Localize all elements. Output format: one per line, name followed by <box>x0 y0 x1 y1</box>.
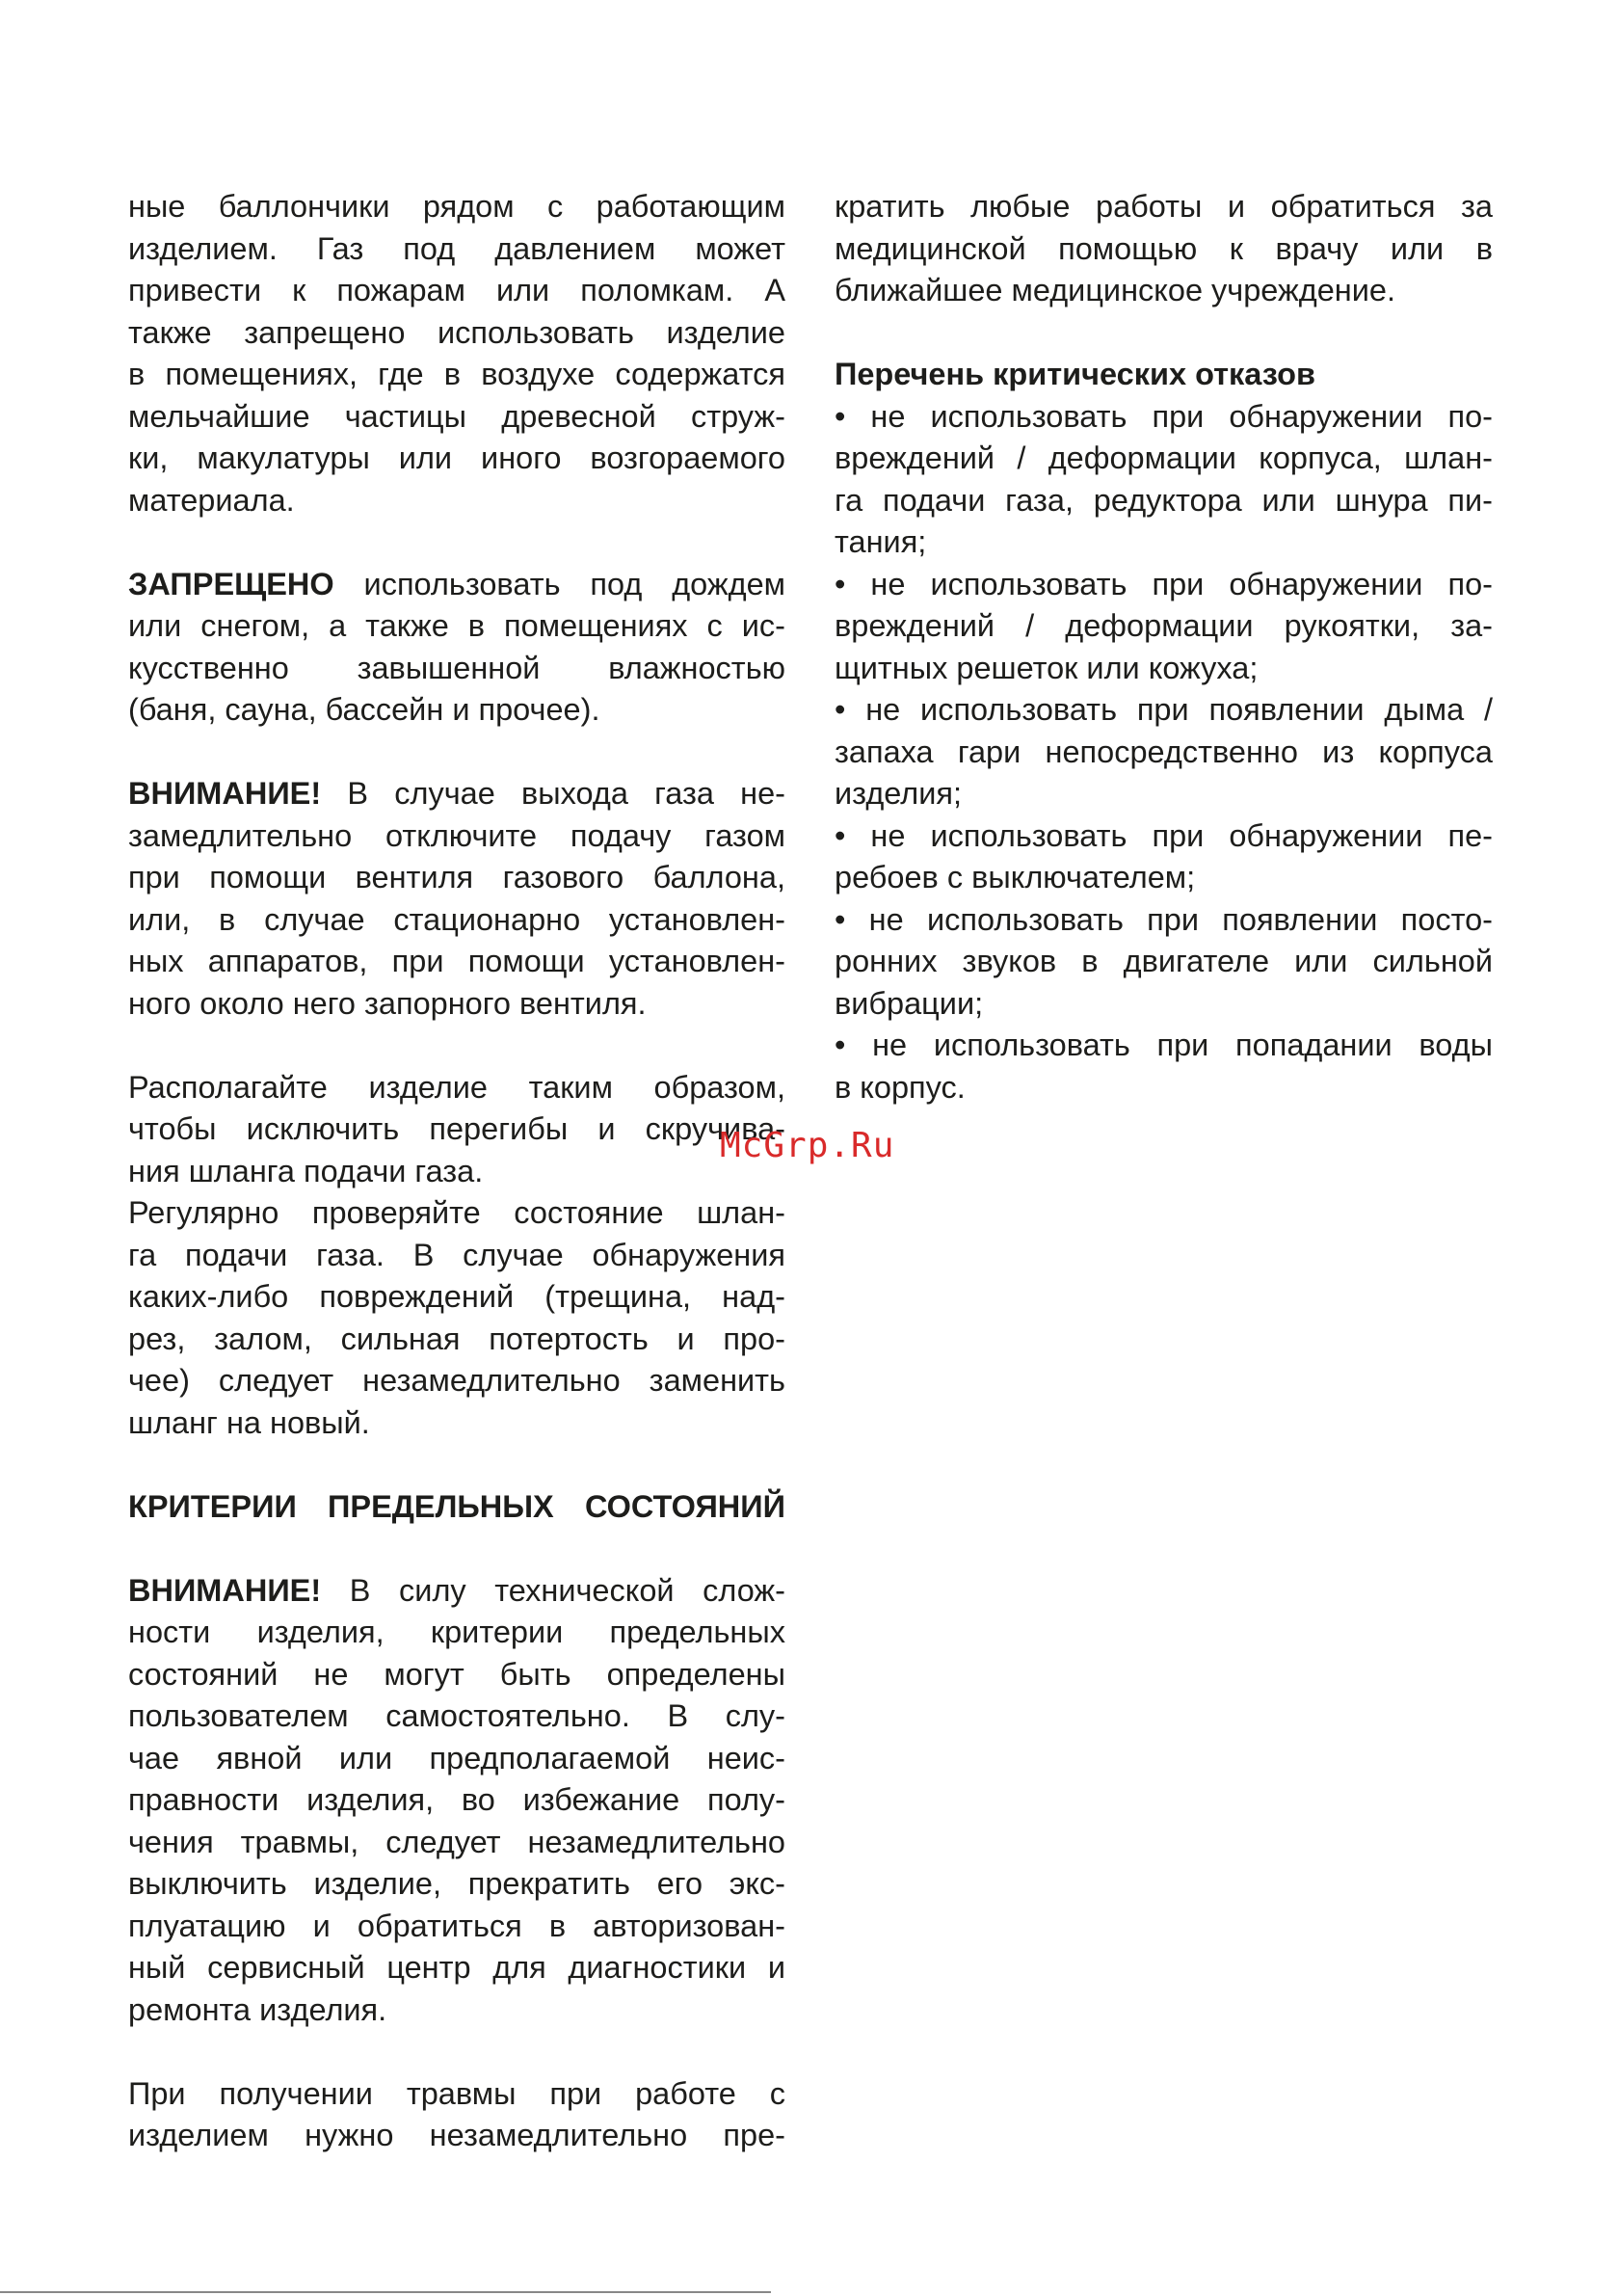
text-line: медицинской помощью к врачу или в <box>835 230 1493 266</box>
text-fragment: В силу технической слож- <box>321 1572 785 1608</box>
text-line: шланг на новый. <box>128 1404 370 1440</box>
text-line: материала. <box>128 482 295 518</box>
text-line: га подачи газа. В случае обнаружения <box>128 1237 785 1272</box>
text-line: в помещениях, где в воздухе содержатся <box>128 357 785 391</box>
text-line: кусственно завышенной влажностью <box>128 650 785 685</box>
text-line: ности изделия, критерии предельных <box>128 1615 785 1649</box>
list-item-line: • не использовать при обнаружении по- <box>835 398 1493 434</box>
text-line: мельчайшие частицы древесной струж- <box>128 398 785 434</box>
list-item-line: щитных решеток или кожуха; <box>835 650 1259 685</box>
text-line: правности изделия, во избежание полу- <box>128 1782 785 1817</box>
text-line: чее) следует незамедлительно заменить <box>128 1363 785 1398</box>
text-line: каких-либо повреждений (трещина, над- <box>128 1279 785 1314</box>
footer-divider <box>0 2291 771 2293</box>
right-column <box>835 186 1493 1108</box>
text-line: ные баллончики рядом с работающим <box>128 189 785 224</box>
list-item-line: вреждений / деформации корпуса, шлан- <box>835 441 1493 475</box>
text-line: Располагайте изделие таким образом, <box>128 1069 785 1105</box>
list-item-line: в корпус. <box>835 1069 966 1105</box>
text-line: выключить изделие, прекратить его экс- <box>128 1866 785 1901</box>
left-column <box>128 186 785 2157</box>
text-line: изделием. Газ под давлением может <box>128 230 785 266</box>
list-item-line: • не использовать при обнаружении по- <box>835 566 1493 601</box>
warning-line <box>128 564 785 606</box>
text-line: или снегом, а также в помещениях с ис- <box>128 608 785 643</box>
text-line: ближайшее медицинское учреждение. <box>835 273 1396 307</box>
attention-label: ВНИМАНИЕ! <box>128 776 322 811</box>
list-item-line: ребоев с выключателем; <box>835 860 1196 894</box>
text-line: (баня, сауна, бассейн и прочее). <box>128 692 600 727</box>
list-item-line: вреждений / деформации рукоятки, за- <box>835 608 1493 643</box>
text-line: ный сервисный центр для диагностики и <box>128 1950 785 1985</box>
text-line: ки, макулатуры или иного возгораемого <box>128 441 785 475</box>
attention-label: ВНИМАНИЕ! <box>128 1572 322 1608</box>
text-line: чения травмы, следует незамедлительно <box>128 1824 785 1859</box>
text-line: также запрещено использовать изделие <box>128 314 785 350</box>
list-item-line: ронних звуков в двигателе или сильной <box>835 944 1493 978</box>
text-line: изделием нужно незамедлительно пре- <box>128 2118 785 2152</box>
text-line: рез, залом, сильная потертость и про- <box>128 1321 785 1356</box>
text-line: замедлительно отключите подачу газом <box>128 817 785 853</box>
list-item-line: • не использовать при попадании воды <box>835 1028 1493 1062</box>
list-item-line: • не использовать при обнаружении пе- <box>835 817 1493 853</box>
text-line: чтобы исключить перегибы и скручива- <box>128 1111 785 1146</box>
text-line: ного около него запорного вентиля. <box>128 985 647 1021</box>
text-line: при помощи вентиля газового баллона, <box>128 860 785 894</box>
text-line: ния шланга подачи газа. <box>128 1153 484 1188</box>
list-item-line: • не использовать при появлении дыма / <box>835 692 1493 727</box>
text-fragment: использовать под дождем <box>333 566 785 601</box>
watermark: McGrp.Ru <box>720 1126 895 1165</box>
text-line: кратить любые работы и обратиться за <box>835 189 1493 224</box>
section-heading: КРИТЕРИИ ПРЕДЕЛЬНЫХ СОСТОЯНИЙ <box>128 1488 785 1524</box>
prohibited-label: ЗАПРЕЩЕНО <box>128 566 334 601</box>
warning-line <box>128 773 785 815</box>
text-fragment: В случае выхода газа не- <box>321 776 785 811</box>
text-line: чае явной или предполагаемой неис- <box>128 1740 785 1775</box>
text-line: При получении травмы при работе с <box>128 2075 785 2111</box>
text-line: пользователем самостоятельно. В слу- <box>128 1698 785 1733</box>
text-line: ных аппаратов, при помощи установлен- <box>128 944 785 978</box>
text-line: привести к пожарам или поломкам. А <box>128 273 785 307</box>
list-item-line: вибрации; <box>835 985 984 1021</box>
text-line: ремонта изделия. <box>128 1991 387 2027</box>
list-item-line: • не использовать при появлении посто- <box>835 901 1493 937</box>
list-item-line: запаха гари непосредственно из корпуса <box>835 734 1493 769</box>
text-line: плуатацию и обратиться в авторизован- <box>128 1908 785 1943</box>
list-heading: Перечень критических отказов <box>835 357 1315 391</box>
list-item-line: изделия; <box>835 776 963 811</box>
text-line: Регулярно проверяйте состояние шлан- <box>128 1195 785 1230</box>
text-line: состояний не могут быть определены <box>128 1656 785 1692</box>
list-item-line: га подачи газа, редуктора или шнура пи- <box>835 482 1493 518</box>
text-line: или, в случае стационарно установлен- <box>128 901 785 937</box>
warning-line <box>128 1570 785 1613</box>
list-item-line: тания; <box>835 524 927 559</box>
